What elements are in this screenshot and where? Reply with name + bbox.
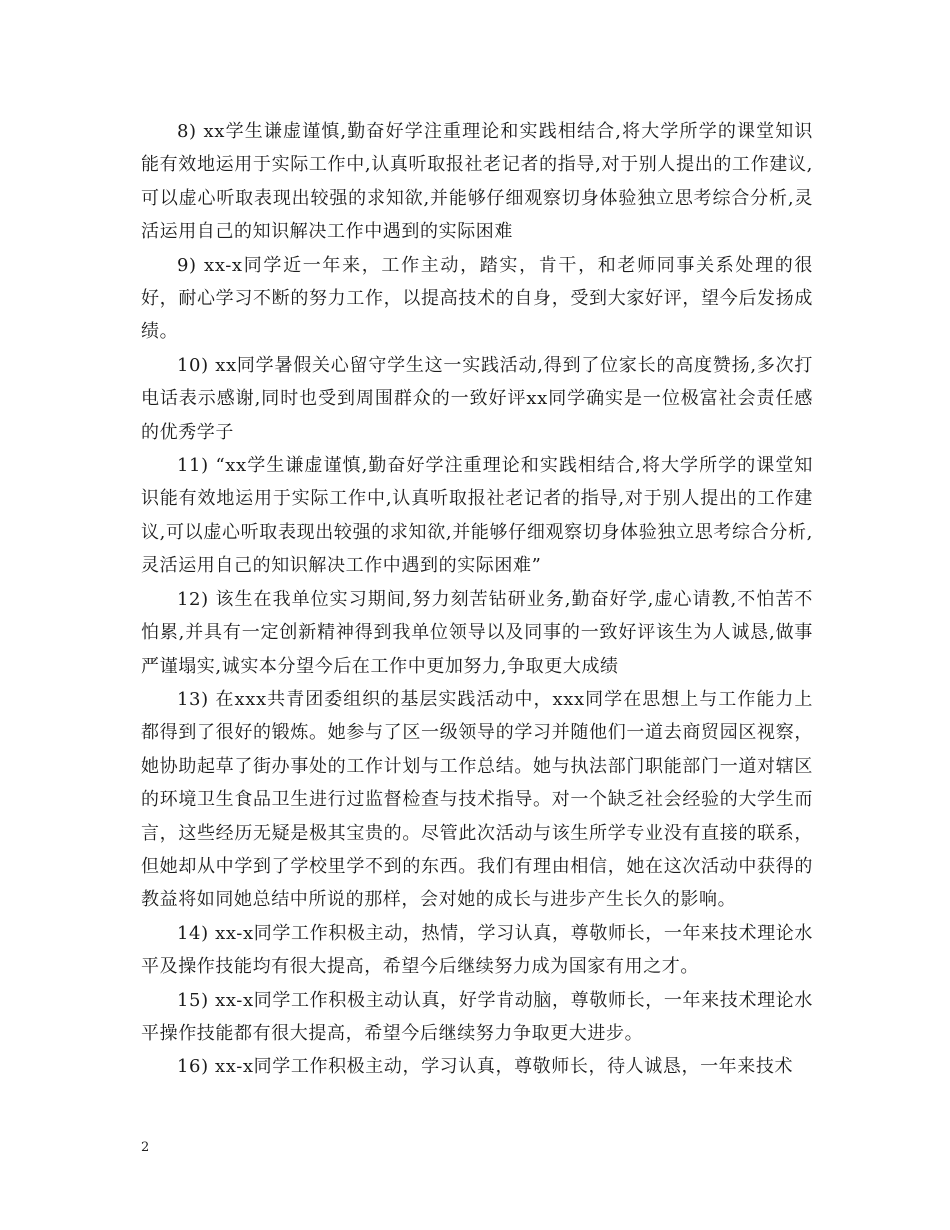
paragraph-16: 16) xx-x同学工作积极主动，学习认真，尊敬师长，待人诚恳，一年来技术 [177,1056,794,1078]
page-number: 2 [141,1140,150,1155]
paragraph-14: 14) xx-x同学工作积极主动，热情，学习认真，尊敬师长，一年来技术理论水平及操作技能均有很大提高，希望今后继续努力成为国家有用之才。 [141,922,813,978]
paragraph-8: 8) xx学生谦虚谨慎,勤奋好学注重理论和实践相结合,将大学所学的课堂知识能有效地运用于实际工作中,认真听取报社老记者的指导,对于别人提出的工作建议,可以虚心听取表现出较强的求知欲,并能够仔细观察切身体验独立思考综合分析,灵活运用自己的知识解决工作中遇到的实际困难 [141,121,813,243]
document-body [141,115,813,1084]
paragraph-15: 15) xx-x同学工作积极主动认真，好学肯动脑，尊敬师长，一年来技术理论水平操作技能都有很大提高，希望今后继续努力争取更大进步。 [141,989,813,1044]
paragraph-11: 11) “xx学生谦虚谨慎,勤奋好学注重理论和实践相结合,将大学所学的课堂知识能有效地运用于实际工作中,认真听取报社老记者的指导,对于别人提出的工作建议,可以虚心听取表现出较强的求知欲,并能够仔细观察切身体验独立思考综合分析,灵活运用自己的知识解决工作中遇到的实际困难” [141,455,813,577]
paragraph-10: 10) xx同学暑假关心留守学生这一实践活动,得到了位家长的高度赞扬,多次打电话表示感谢,同时也受到周围群众的一致好评xx同学确实是一位极富社会责任感的优秀学子 [141,354,813,443]
paragraph-12: 12) 该生在我单位实习期间,努力刻苦钻研业务,勤奋好学,虚心请教,不怕苦不怕累,并具有一定创新精神得到我单位领导以及同事的一致好评该生为人诚恳,做事严谨塌实,诚实本分望今后在工作中更加努力,争取更大成绩 [141,588,813,677]
paragraph-9: 9) xx-x同学近一年来，工作主动，踏实，肯干，和老师同事关系处理的很好，耐心学习不断的努力工作，以提高技术的自身，受到大家好评，望今后发扬成绩。 [141,254,813,343]
paragraph-13: 13) 在xxx共青团委组织的基层实践活动中，xxx同学在思想上与工作能力上都得到了很好的锻炼。她参与了区一级领导的学习并随他们一道去商贸园区视察，她协助起草了街办事处的工作计划与工作总结。她与执法部门职能部门一道对辖区的环境卫生食品卫生进行过监督检查与技术指导。对一个缺乏社会经验的大学生而言，这些经历无疑是极其宝贵的。尽管此次活动与该生所学专业没有直接的联系，但她却从中学到了学校里学不到的东西。我们有理由相信，她在这次活动中获得的教益将如同她总结中所说的那样，会对她的成长与进步产生长久的影响。 [141,688,813,911]
